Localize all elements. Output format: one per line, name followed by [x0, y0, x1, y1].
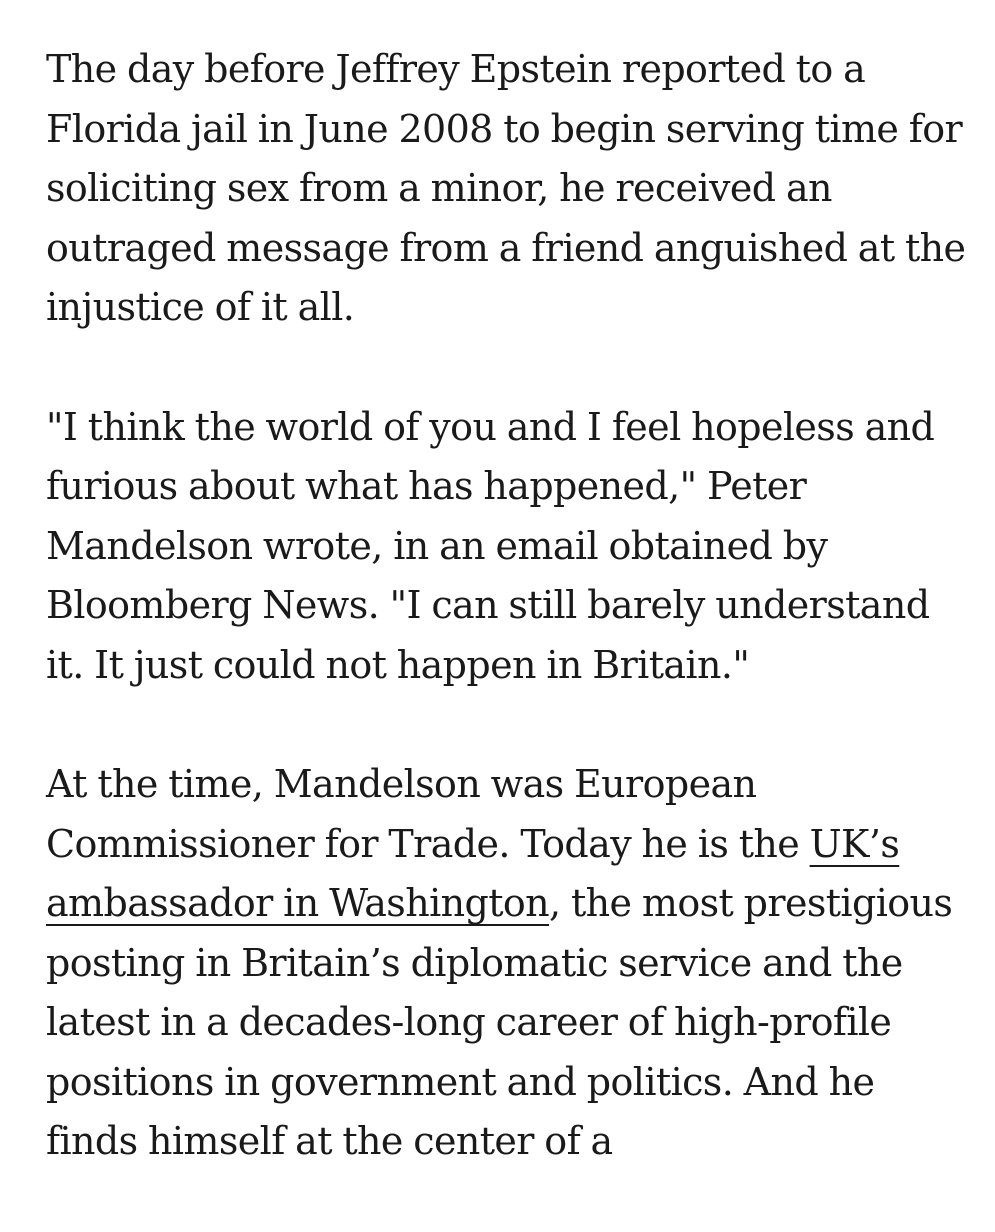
paragraph-2: "I think the world of you and I feel hopeless and furious about what has happened," Peter Mandelson wrote, in an email obtained by Bloomberg News. "I can still barely understand it. It just could not happen in Britain."	[46, 404, 935, 687]
paragraph-3-lead: At the time, Mandelson was European Commissioner for Trade. Today he is the	[46, 762, 810, 866]
paragraph-3	[46, 755, 976, 1172]
article-body	[46, 40, 976, 1232]
paragraph-3-tail: , the most prestigious posting in Britain’s diplomatic service and the latest in a decades-long career of high-profile positions in government and politics. And he finds himself at the center of a	[46, 881, 953, 1163]
ambassador-link[interactable]: UK’s ambassador in Washington	[46, 821, 900, 925]
paragraph-1: The day before Jeffrey Epstein reported to a Florida jail in June 2008 to begin serving time for soliciting sex from a minor, he received an outraged message from a friend anguished at the injustice of it all.	[46, 47, 966, 329]
